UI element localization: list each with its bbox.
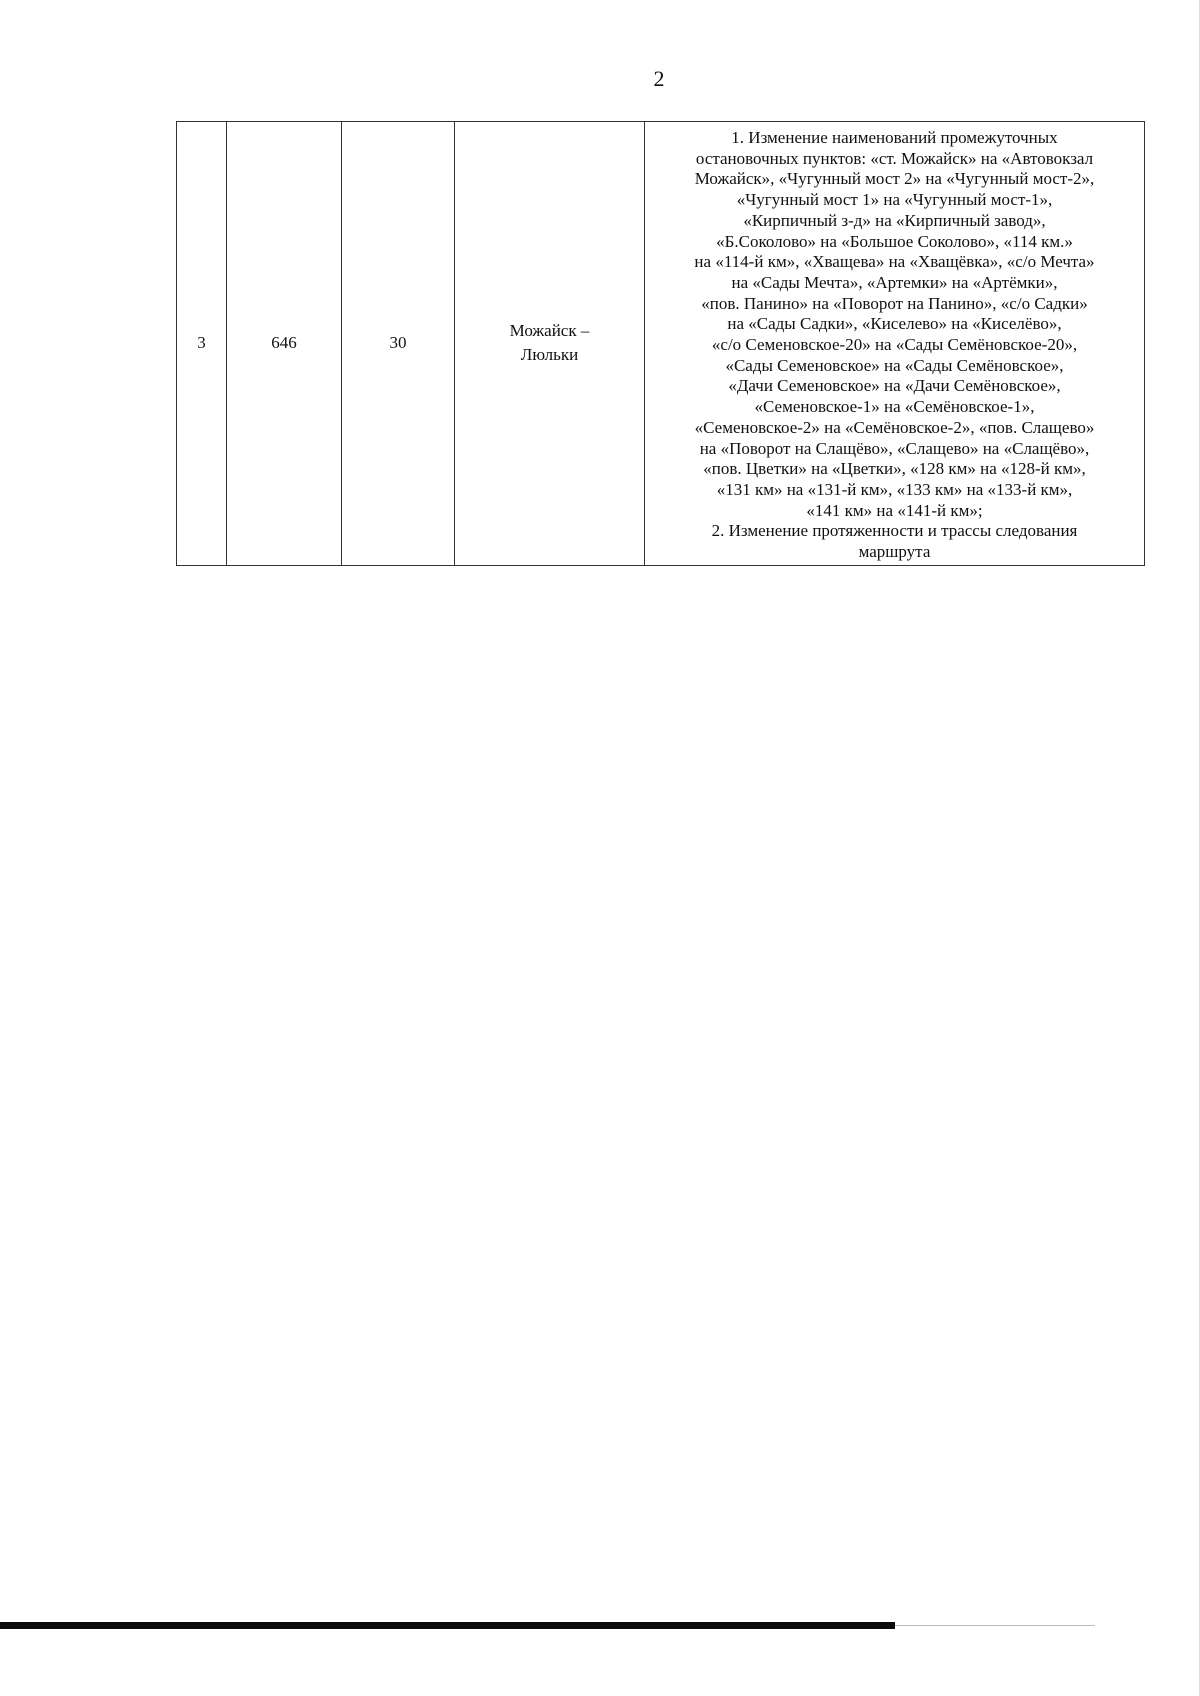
- changes-line: на «114-й км», «Хващева» на «Хващёвка», «с/о Мечта»: [694, 252, 1095, 272]
- changes-line: «Дачи Семеновское» на «Дачи Семёновское»,: [728, 376, 1061, 396]
- changes-line: «Б.Соколово» на «Большое Соколово», «114 км.»: [716, 231, 1073, 251]
- changes-line: на «Сады Мечта», «Артемки» на «Артёмки»,: [731, 272, 1058, 292]
- changes-line: «Семеновское-1» на «Семёновское-1»,: [754, 397, 1035, 417]
- route-name-cell: [455, 122, 645, 566]
- changes-line: «131 км» на «131-й км», «133 км» на «133-й км»,: [716, 479, 1073, 499]
- changes-cell: [645, 122, 1145, 566]
- changes-line: «пов. Цветки» на «Цветки», «128 км» на «128-й км»,: [703, 459, 1086, 479]
- changes-line: «Сады Семеновское» на «Сады Семёновское»,: [725, 355, 1064, 375]
- route-name-line: Люльки: [520, 345, 579, 365]
- changes-line: «Семеновское-2» на «Семёновское-2», «пов. Слащево»: [694, 417, 1095, 437]
- changes-line: остановочных пунктов: «ст. Можайск» на «Автовокзал: [695, 148, 1094, 168]
- scan-bottom-border: [0, 1622, 895, 1629]
- changes-line: на «Сады Садки», «Киселево» на «Киселёво»,: [727, 314, 1062, 334]
- route-number-cell: 646: [227, 122, 342, 566]
- table-row: [177, 122, 1145, 566]
- changes-line: на «Поворот на Слащёво», «Слащево» на «Слащёво»,: [699, 438, 1090, 458]
- changes-line: Можайск», «Чугунный мост 2» на «Чугунный мост-2»,: [694, 169, 1095, 189]
- changes-line: «141 км» на «141-й км»;: [806, 500, 983, 520]
- changes-line: 1. Изменение наименований промежуточных: [731, 128, 1058, 147]
- registration-number-cell: 30: [342, 122, 455, 566]
- changes-line: маршрута: [858, 542, 931, 562]
- changes-line: «Кирпичный з-д» на «Кирпичный завод»,: [743, 210, 1046, 230]
- routes-table: [176, 121, 1145, 566]
- changes-line: «пов. Панино» на «Поворот на Панино», «с/о Садки»: [701, 293, 1088, 313]
- scan-bottom-border-fade: [895, 1625, 1095, 1626]
- row-number-cell: 3: [177, 122, 227, 566]
- changes-line: «Чугунный мост 1» на «Чугунный мост-1»,: [736, 190, 1053, 210]
- route-name-line: Можайск –: [509, 321, 590, 341]
- changes-line: «с/о Семеновское-20» на «Сады Семёновское-20»,: [711, 335, 1078, 355]
- changes-line: 2. Изменение протяженности и трассы следования: [711, 521, 1078, 541]
- page-number: 2: [653, 66, 665, 91]
